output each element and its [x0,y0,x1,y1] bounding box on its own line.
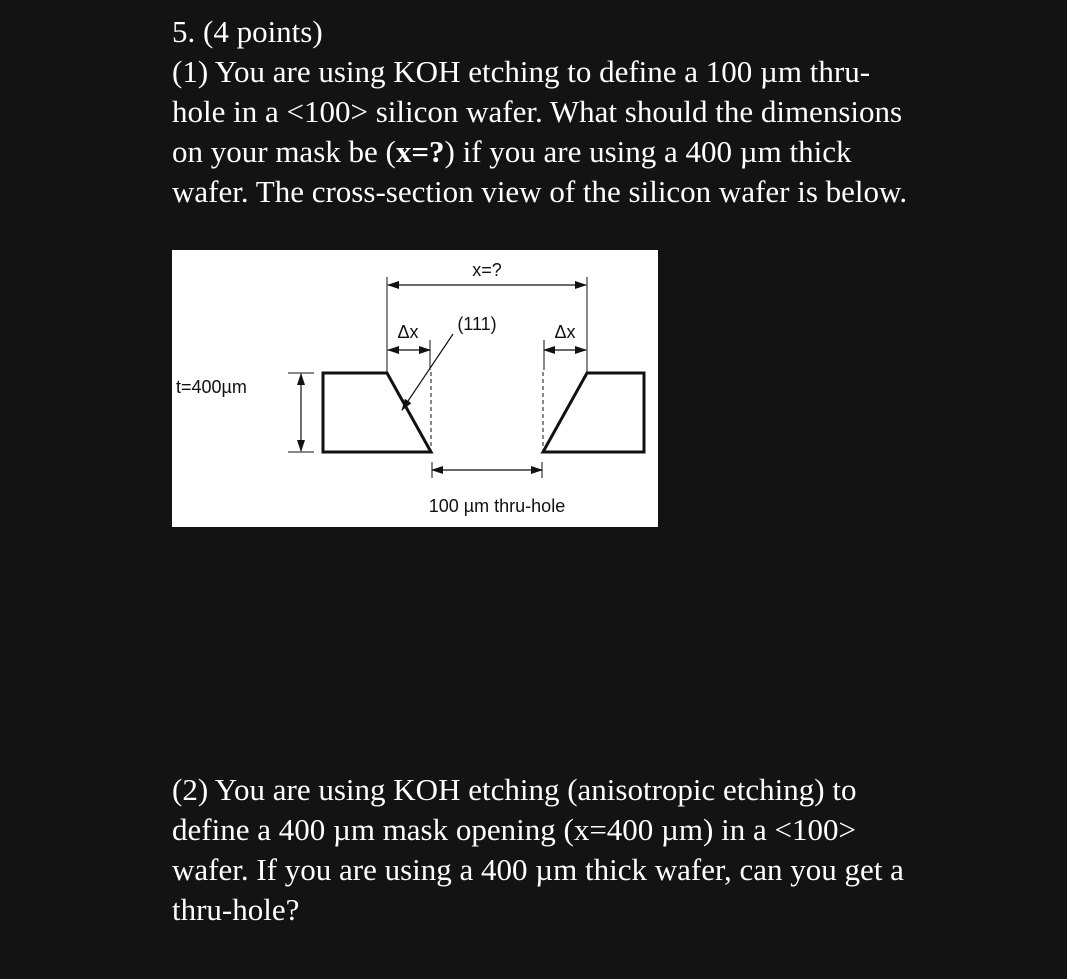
wafer-cross-section-figure [172,250,658,527]
part2-line-3: wafer. If you are using a 400 µm thick wafer, can you get a [172,852,904,887]
part1-line-4: wafer. The cross-section view of the silicon wafer is below. [172,174,908,209]
thru-hole-label: 100 µm thru-hole [428,496,566,516]
part1-line-3 [172,132,907,172]
thickness-label: t=400µm [176,377,247,397]
mask-width-label: x=? [472,260,502,280]
question-header: 5. (4 points) [172,14,323,49]
delta-x-left-label: Δx [397,322,419,342]
part2-line-4: thru-hole? [172,892,300,927]
part2-line-1: (2) You are using KOH etching (anisotropic etching) to [172,772,857,807]
wafer-right-section [543,373,644,452]
question-part-1 [172,52,907,212]
part1-line-2: hole in a <100> silicon wafer. What should the dimensions [172,94,903,129]
part2-line-2: define a 400 µm mask opening (x=400 µm) in a <100> [172,812,856,847]
question-part-2 [172,770,904,930]
part1-line-3-post: ) if you are using a 400 µm thick [444,134,852,169]
part1-line-1: (1) You are using KOH etching to define a 100 µm thru- [172,54,871,89]
plane-111-pointer [402,334,453,410]
plane-111-label: (111) [457,314,497,334]
delta-x-right-label: Δx [554,322,576,342]
part1-line-3-pre: on your mask be ( [172,134,396,169]
wafer-left-section [323,373,431,452]
part1-unknown-x: x=? [395,134,445,169]
